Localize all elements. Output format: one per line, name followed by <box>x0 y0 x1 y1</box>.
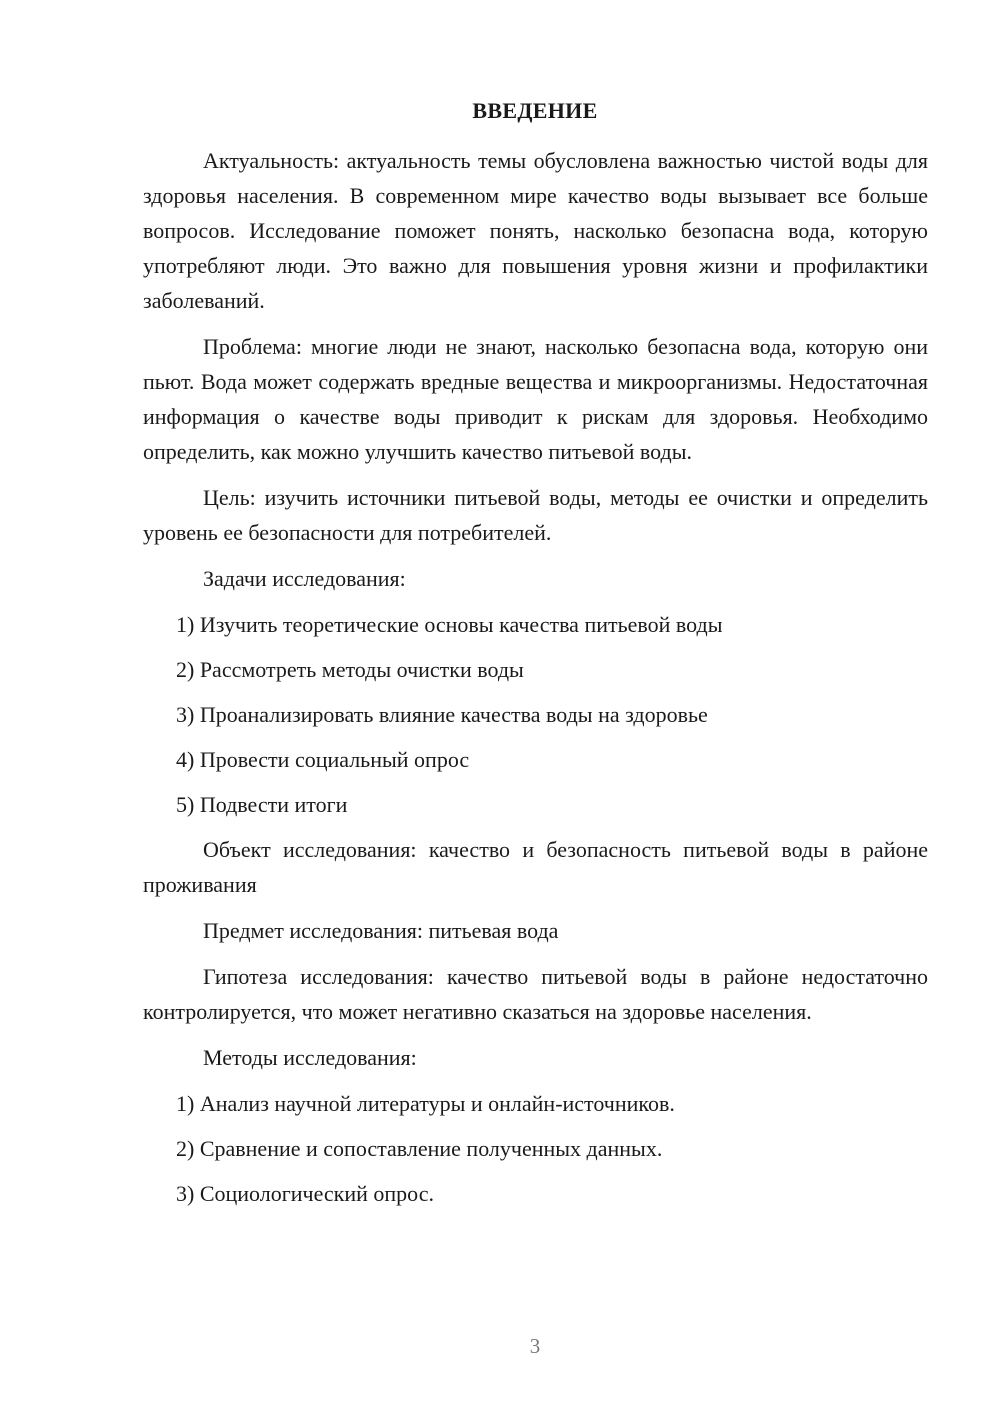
methods-title: Методы исследования: <box>203 1045 417 1070</box>
method-item: 2) Сравнение и сопоставление полученных данных. <box>176 1136 663 1161</box>
task-item: 4) Провести социальный опрос <box>176 747 470 772</box>
task-item: 2) Рассмотреть методы очистки воды <box>176 657 524 682</box>
page-title: ВВЕДЕНИЕ <box>472 98 598 123</box>
hypothesis-paragraph: Гипотеза исследования: качество питьевой воды в районе недостаточно контролируется, что может негативно сказаться на здоровье населения. <box>143 964 928 1024</box>
method-item: 1) Анализ научной литературы и онлайн-источников. <box>176 1091 675 1116</box>
task-item: 3) Проанализировать влияние качества воды на здоровье <box>176 702 708 727</box>
goal-paragraph: Цель: изучить источники питьевой воды, методы ее очистки и определить уровень ее безопасности для потребителей. <box>143 485 928 545</box>
method-item: 3) Социологический опрос. <box>176 1181 434 1206</box>
tasks-title: Задачи исследования: <box>203 566 406 591</box>
task-item: 1) Изучить теоретические основы качества питьевой воды <box>176 612 723 637</box>
task-item: 5) Подвести итоги <box>176 792 348 817</box>
document-body <box>143 143 928 1221</box>
object-paragraph: Объект исследования: качество и безопасность питьевой воды в районе проживания <box>143 837 928 897</box>
subject-paragraph: Предмет исследования: питьевая вода <box>203 918 559 943</box>
page-number: 3 <box>529 1334 541 1358</box>
relevance-paragraph: Актуальность: актуальность темы обусловлена важностью чистой воды для здоровья населения. В современном мире качество воды вызывает все больше вопросов. Исследование поможет понять, насколько безопасна вода, которую употребляют люди. Это важно для повышения уровня жизни и профилактики заболеваний. <box>143 148 928 313</box>
problem-paragraph: Проблема: многие люди не знают, насколько безопасна вода, которую они пьют. Вода может содержать вредные вещества и микроорганизмы. Недостаточная информация о качестве воды приводит к рискам для здоровья. Необходимо определить, как можно улучшить качество питьевой воды. <box>143 334 928 464</box>
